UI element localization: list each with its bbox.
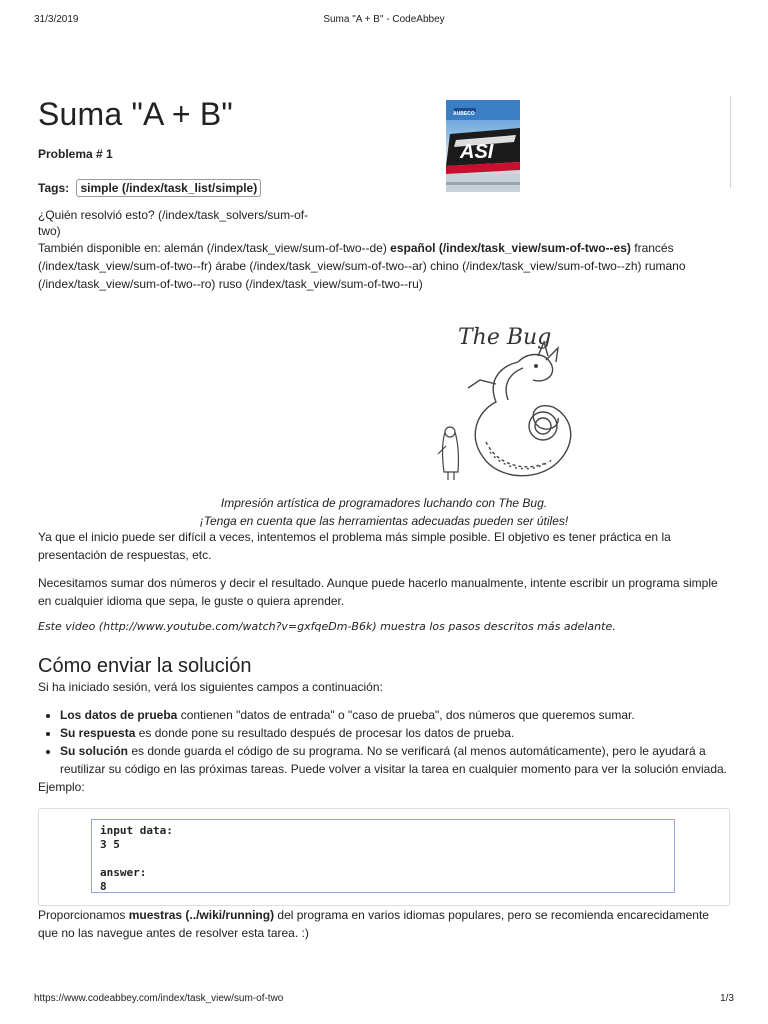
language-current[interactable]: español (/index/task_view/sum-of-two--es) — [390, 241, 631, 255]
main-content — [38, 96, 730, 940]
example-label: Ejemplo: — [38, 780, 85, 794]
list-item-bold: Su solución — [60, 744, 129, 758]
list-item — [60, 706, 730, 724]
caption-line-1: Impresión artística de programadores luchando con The Bug. — [220, 496, 548, 510]
banner-brand-text: ASI — [460, 141, 494, 163]
list-item-bold: Los datos de prueba — [60, 708, 178, 722]
print-url: https://www.codeabbey.com/index/task_view/sum-of-two — [34, 993, 284, 1004]
list-item-text: es donde guarda el código de su programa. No se verificará (al menos automáticamente), pero le ayudará a reutilizar su código en las próximas tareas. Puede volver a visitar la tarea en cualquier momento para ver la solución enviada. — [60, 744, 728, 776]
tags-row — [38, 179, 730, 197]
page-counter: 1/3 — [720, 993, 734, 1004]
languages-line — [38, 239, 730, 293]
example-box — [38, 808, 730, 906]
problem-number: Problema # 1 — [38, 147, 113, 161]
banner-divider — [730, 96, 731, 188]
example-code-block: input data: 3 5 answer: 8 — [91, 819, 675, 893]
banner-logo-text: AUBECO — [453, 111, 475, 117]
list-item — [60, 724, 730, 742]
racing-banner-graphic — [446, 100, 520, 192]
fields-list — [38, 706, 730, 778]
section-heading-submit: Cómo enviar la solución — [38, 655, 252, 677]
the-bug-illustration — [368, 322, 608, 488]
print-page-title: Suma "A + B" - CodeAbbey — [323, 14, 445, 25]
list-item-text: es donde pone su resultado después de procesar los datos de prueba. — [135, 726, 515, 740]
solvers-link[interactable]: ¿Quién resolvió esto? (/index/task_solvers/sum-of-two) — [38, 208, 309, 238]
figure-title: The Bug — [458, 325, 552, 350]
problem-description — [38, 528, 730, 942]
samples-prefix: Proporcionamos — [38, 908, 129, 922]
samples-rest: del programa en varios idiomas populares, pero se recomienda encarecidamente que no las navegue antes de resolver esta tarea. :) — [38, 908, 709, 940]
print-date: 31/3/2019 — [34, 14, 79, 25]
languages-prefix[interactable]: También disponible en: alemán (/index/task_view/sum-of-two--de) — [38, 241, 387, 255]
banner-ad-image[interactable] — [446, 100, 520, 192]
video-link[interactable]: Este video (http://www.youtube.com/watch?v=gxfqeDm-B6k) muestra los pasos descritos más adelante. — [38, 620, 616, 633]
login-intro: Si ha iniciado sesión, verá los siguientes campos a continuación: — [38, 680, 383, 694]
dragon-sketch-icon — [368, 322, 608, 488]
paragraph-task: Necesitamos sumar dos números y decir el resultado. Aunque puede hacerlo manualmente, intente escribir un programa simple en cualquier idioma que sepa, le guste o quiera aprender. — [38, 576, 718, 608]
tags-label: Tags: — [38, 181, 70, 195]
list-item-text: contienen "datos de entrada" o "caso de prueba", dos números que queremos sumar. — [177, 708, 635, 722]
figure-caption — [38, 494, 730, 530]
list-item-bold: Su respuesta — [60, 726, 136, 740]
tag-simple-link[interactable]: simple (/index/task_list/simple) — [76, 179, 261, 197]
paragraph-intro: Ya que el inicio puede ser difícil a veces, intentemos el problema más simple posible. El objetivo es tener práctica en la presentación de respuestas, etc. — [38, 530, 671, 562]
caption-line-2: ¡Tenga en cuenta que las herramientas adecuadas pueden ser útiles! — [199, 514, 569, 528]
languages-rest[interactable]: francés (/index/task_view/sum-of-two--fr) árabe (/index/task_view/sum-of-two--ar) chino (/index/task_view/sum-of-two--zh) rumano (/index/task_view/sum-of-two--ro) ruso (/index/task_view/sum-of-two--ru) — [38, 241, 686, 291]
samples-paragraph — [38, 906, 730, 942]
list-item — [60, 742, 730, 778]
page-title: Suma "A + B" — [38, 96, 233, 132]
samples-link[interactable]: muestras (../wiki/running) — [128, 908, 275, 922]
